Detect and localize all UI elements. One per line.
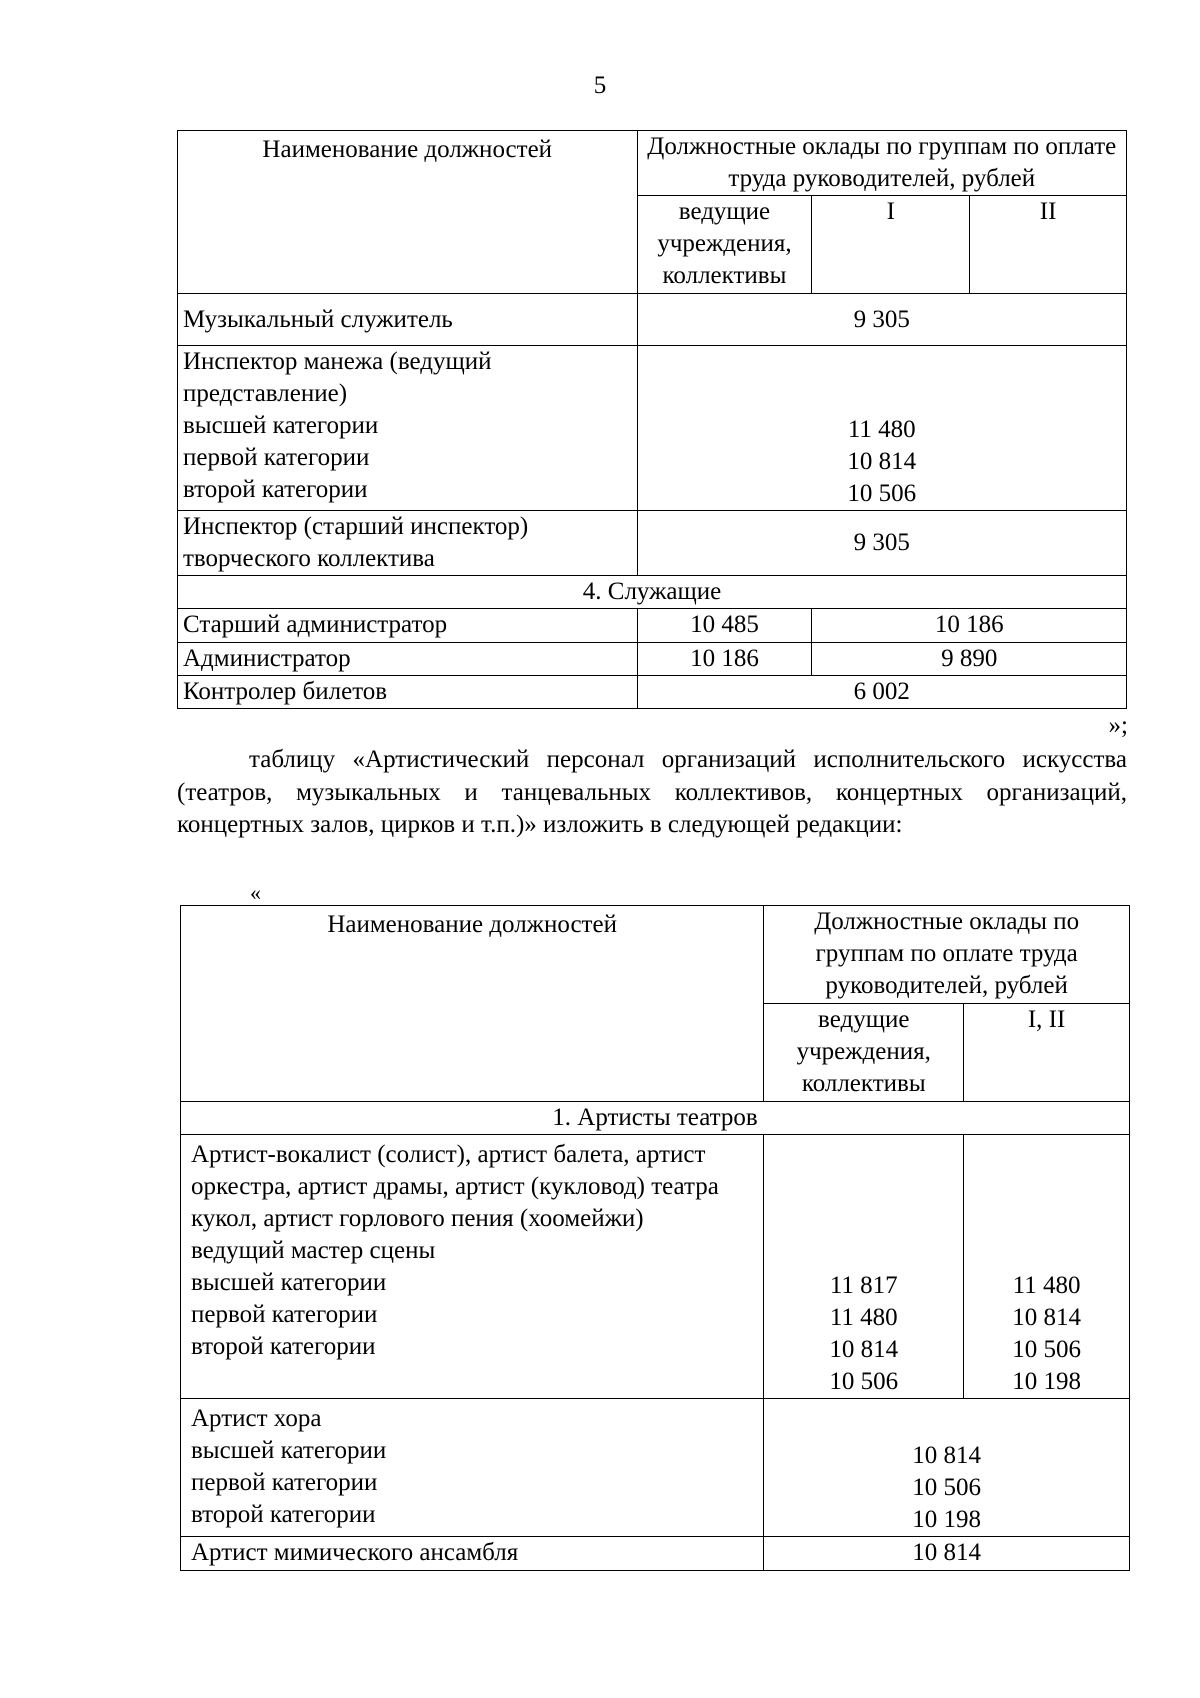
salary-value: 10 506 xyxy=(829,1368,899,1395)
row-ticket-controller-value: 6 002 xyxy=(637,676,1127,709)
row-senior-admin-name: Старший администратор xyxy=(178,609,638,643)
salary-value: 10 198 xyxy=(912,1506,982,1533)
opening-quote: « xyxy=(250,880,261,905)
header-salary-group: Должностные оклады по группам по оплате труда руководителей, рублей xyxy=(764,906,1130,1004)
subheader-group-i-ii: I, II xyxy=(964,1004,1130,1102)
salary-value: 11 480 xyxy=(829,1304,898,1331)
salary-table-artists xyxy=(180,905,1130,1571)
category-label: первой категории xyxy=(183,444,370,471)
subheader-group-i: I xyxy=(812,196,970,294)
row-artist-name xyxy=(181,1135,764,1399)
row-admin-name: Администратор xyxy=(178,643,638,676)
row-artist-leading-values xyxy=(764,1135,964,1399)
row-mimic-ensemble-name: Артист мимического ансамбля xyxy=(181,1537,764,1571)
category-label: второй категории xyxy=(191,1501,376,1528)
salary-table-staff xyxy=(177,130,1127,709)
category-label: высшей категории xyxy=(191,1269,387,1296)
salary-value: 11 817 xyxy=(829,1272,898,1299)
category-label: ведущий мастер сцены xyxy=(191,1237,436,1264)
header-position-name: Наименование должностей xyxy=(181,906,764,1102)
row-senior-admin-groups: 10 186 xyxy=(812,609,1127,643)
row-music-servant-value: 9 305 xyxy=(637,294,1127,346)
subheader-leading: ведущие учреждения, коллективы xyxy=(637,196,812,294)
salary-value: 10 814 xyxy=(847,448,917,475)
category-label: второй категории xyxy=(183,476,368,503)
category-label: первой категории xyxy=(191,1301,378,1328)
page-number: 5 xyxy=(593,72,607,99)
salary-value: 10 814 xyxy=(1012,1304,1081,1331)
header-position-name: Наименование должностей xyxy=(178,131,638,294)
row-choir-name xyxy=(181,1399,764,1537)
row-artist-group-values xyxy=(964,1135,1130,1399)
amendment-paragraph: таблицу «Артистический персонал организаций исполнительского искусства (театров, музыкальных и танцевальных коллективов, концертных организаций, концертных залов, цирков и т.п.)» изложить в следующей редакции: xyxy=(177,746,1127,838)
row-manege-inspector-values xyxy=(637,346,1127,511)
row-ticket-controller-name: Контролер билетов xyxy=(178,676,638,709)
row-manege-inspector-name xyxy=(178,346,638,511)
salary-value: 10 814 xyxy=(829,1336,899,1363)
closing-quote: »; xyxy=(1108,712,1128,739)
category-label: второй категории xyxy=(191,1333,376,1360)
category-label: высшей категории xyxy=(183,412,379,439)
salary-value: 10 506 xyxy=(847,480,917,507)
row-mimic-ensemble-value: 10 814 xyxy=(764,1537,1130,1571)
section-employees: 4. Служащие xyxy=(178,576,1127,609)
salary-value: 10 198 xyxy=(1012,1368,1081,1395)
subheader-leading: ведущие учреждения, коллективы xyxy=(764,1004,964,1102)
category-label: первой категории xyxy=(191,1469,378,1496)
row-music-servant-name: Музыкальный служитель xyxy=(178,294,638,346)
row-admin-leading: 10 186 xyxy=(637,643,812,676)
header-salary-group: Должностные оклады по группам по оплате труда руководителей, рублей xyxy=(637,131,1127,196)
artist-title: Артист-вокалист (солист), артист балета, артист оркестра, артист драмы, артист (кукловод) театра кукол, артист горлового пения (хоомейжи) xyxy=(191,1141,719,1232)
manege-inspector-title: Инспектор манежа (ведущий представление) xyxy=(183,348,492,407)
row-inspector-value: 9 305 xyxy=(637,511,1127,576)
row-senior-admin-leading: 10 485 xyxy=(637,609,812,643)
row-inspector-name: Инспектор (старший инспектор) творческого коллектива xyxy=(178,511,638,576)
row-admin-groups: 9 890 xyxy=(812,643,1127,676)
subheader-group-ii: II xyxy=(970,196,1127,294)
salary-value: 11 480 xyxy=(847,416,916,443)
category-label: высшей категории xyxy=(191,1437,387,1464)
salary-value: 11 480 xyxy=(1012,1272,1081,1299)
choir-title: Артист хора xyxy=(191,1405,322,1432)
section-theatre-artists: 1. Артисты театров xyxy=(181,1102,1130,1135)
salary-value: 10 506 xyxy=(912,1474,982,1501)
salary-value: 10 506 xyxy=(1012,1336,1081,1363)
row-choir-values xyxy=(764,1399,1130,1537)
salary-value: 10 814 xyxy=(912,1442,982,1469)
